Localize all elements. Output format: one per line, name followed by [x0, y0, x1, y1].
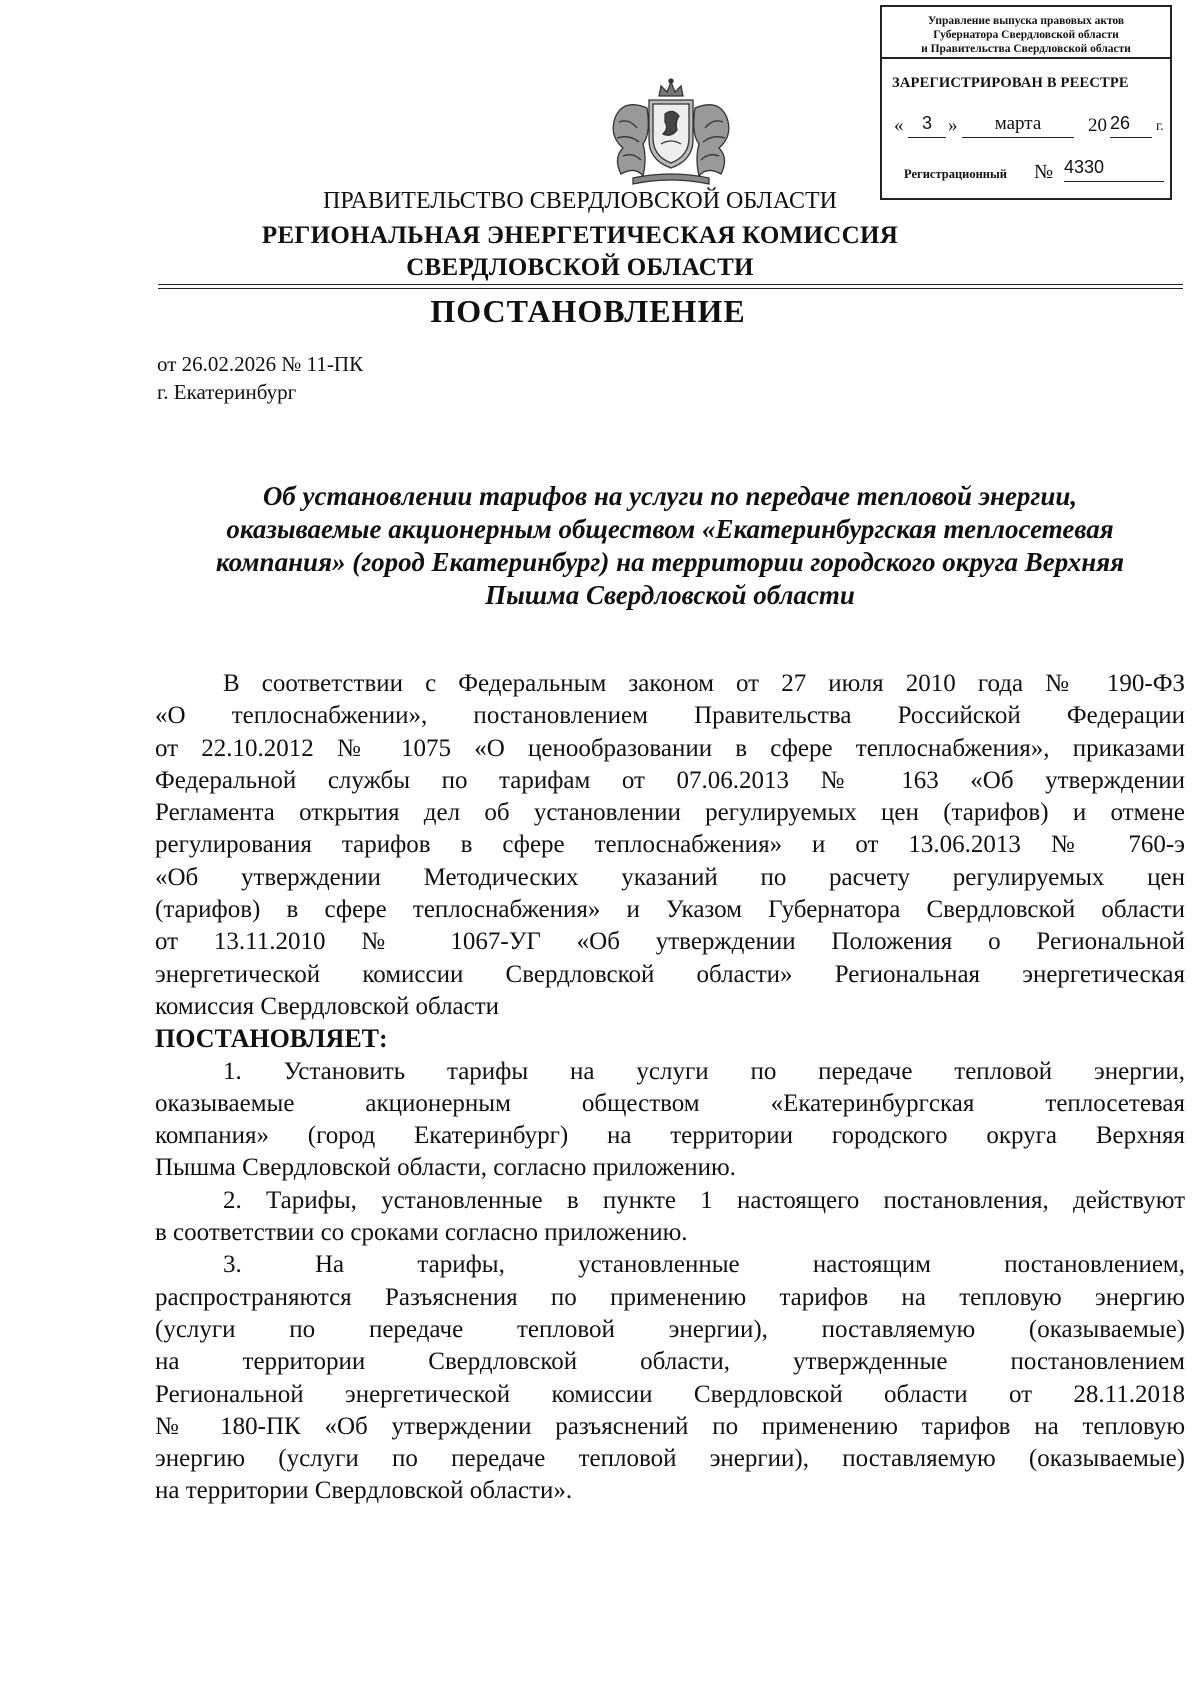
preamble-line: В соответствии с Федеральным законом от 27 июля 2010 года № 190-ФЗ: [223, 670, 1185, 697]
stamp-header-line: Управление выпуска правовых актов: [927, 15, 1125, 27]
preamble-line: (тарифов) в сфере теплоснабжения» и Указом Губернатора Свердловской области: [155, 896, 1185, 924]
item-1-line: компания» (город Екатеринбург) на территории городского округа Верхняя: [155, 1122, 1185, 1150]
stamp-registered-label: ЗАРЕГИСТРИРОВАН В РЕЕСТРЕ: [892, 75, 1129, 91]
item-3-line: (услуги по передаче тепловой энергии), поставляемую (оказываемые): [155, 1315, 1185, 1343]
stamp-reg-number: [904, 157, 1164, 191]
item-2-line: в соответствии со сроками согласно приложению.: [155, 1219, 688, 1247]
stamp-year-suffix: 26: [1110, 113, 1152, 138]
title-line: Пышма Свердловской области: [485, 580, 855, 610]
stamp-year-prefix: 20: [1088, 115, 1107, 136]
stamp-reg-label: Регистрационный: [904, 167, 1007, 181]
stamp-num-sign: №: [1034, 161, 1054, 183]
stamp-day: 3: [908, 113, 946, 138]
document-title: [160, 480, 1180, 612]
stamp-date: [890, 115, 1168, 145]
item-1-line: оказываемые акционерным обществом «Екатеринбургская теплосетевая: [155, 1089, 1185, 1117]
preamble-line: Федеральной службы по тарифам от 07.06.2013 № 163 «Об утверждении: [155, 766, 1185, 794]
header-divider-thin: [158, 288, 1183, 289]
coat-of-arms-icon: [603, 78, 739, 186]
stamp-month: марта: [962, 113, 1074, 138]
item-3-line: распространяются Разъяснения по применению тарифов на тепловую энергию: [155, 1283, 1185, 1311]
stamp-quote-close: »: [948, 115, 958, 136]
item-1-line: 1. Установить тарифы на услуги по передаче тепловой энергии,: [223, 1057, 1185, 1085]
document-body: [155, 668, 1185, 1508]
stamp-number-value: 4330: [1064, 157, 1164, 182]
title-line: оказываемые акционерным обществом «Екатеринбургская теплосетевая: [226, 514, 1114, 544]
item-2-line: 2. Тарифы, установленные в пункте 1 настоящего постановления, действуют: [223, 1186, 1185, 1214]
commission-name-line2: СВЕРДЛОВСКОЙ ОБЛАСТИ: [406, 254, 754, 281]
stamp-header: [882, 7, 1170, 59]
preamble-line: регулирования тарифов в сфере теплоснабжения» и от 13.06.2013 № 760-э: [155, 831, 1185, 859]
preamble-line: комиссия Свердловской области: [155, 992, 500, 1020]
preamble-line: «Об утверждении Методических указаний по расчету регулируемых цен: [155, 863, 1185, 891]
item-1-line: Пышма Свердловской области, согласно приложению.: [155, 1154, 736, 1182]
stamp-year-letter: г.: [1156, 119, 1164, 134]
preamble-line: энергетической комиссии Свердловской области» Региональная энергетическая: [155, 960, 1185, 988]
title-line: Об установлении тарифов на услуги по передаче тепловой энергии,: [262, 481, 1078, 511]
document-type: ПОСТАНОВЛЕНИЕ: [430, 293, 746, 329]
document-city: г. Екатеринбург: [157, 380, 297, 404]
preamble-line: от 22.10.2012 № 1075 «О ценообразовании в сфере теплоснабжения», приказами: [155, 734, 1185, 762]
government-name: ПРАВИТЕЛЬСТВО СВЕРДЛОВСКОЙ ОБЛАСТИ: [323, 188, 837, 214]
item-3-line: 3. На тарифы, установленные настоящим постановлением,: [223, 1251, 1185, 1279]
commission-name-line1: РЕГИОНАЛЬНАЯ ЭНЕРГЕТИЧЕСКАЯ КОМИССИЯ: [261, 222, 899, 249]
item-3-line: Региональной энергетической комиссии Свердловской области от 28.11.2018: [155, 1380, 1185, 1408]
preamble-line: Регламента открытия дел об установлении регулируемых цен (тарифов) и отмене: [155, 799, 1185, 827]
item-3-line: на территории Свердловской области».: [155, 1477, 573, 1505]
registration-stamp: [880, 5, 1172, 200]
preamble-line: от 13.11.2010 № 1067-УГ «Об утверждении Положения о Региональной: [155, 928, 1185, 956]
stamp-quote-open: «: [894, 115, 904, 136]
item-3-line: на территории Свердловской области, утвержденные постановлением: [155, 1348, 1185, 1376]
item-3-line: энергию (услуги по передаче тепловой энергии), поставляемую (оказываемые): [155, 1445, 1185, 1473]
header-divider: [158, 284, 1183, 285]
stamp-header-line: Губернатора Свердловской области: [933, 29, 1119, 41]
document-date-number: от 26.02.2026 № 11-ПК: [157, 352, 364, 376]
title-line: компания» (город Екатеринбург) на территории городского округа Верхняя: [215, 547, 1125, 577]
resolves-heading: ПОСТАНОВЛЯЕТ:: [155, 1024, 388, 1054]
preamble-line: «О теплоснабжении», постановлением Правительства Российской Федерации: [155, 702, 1185, 730]
stamp-header-line: и Правительства Свердловской области: [921, 43, 1131, 55]
item-3-line: № 180-ПК «Об утверждении разъяснений по применению тарифов на тепловую: [155, 1412, 1185, 1440]
